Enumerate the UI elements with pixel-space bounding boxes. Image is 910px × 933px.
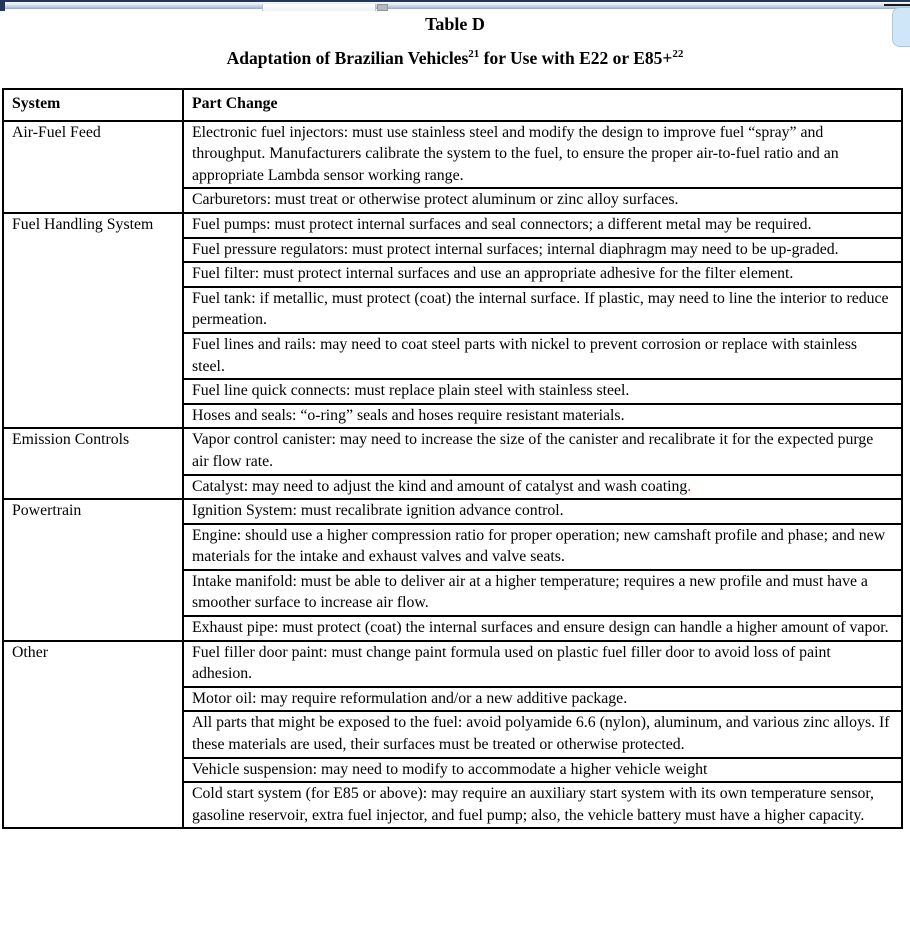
system-cell: Emission Controls [3, 428, 183, 499]
vertical-scrollbar-thumb[interactable] [892, 7, 910, 47]
part-change-cell: Fuel lines and rails: may need to coat steel parts with nickel to prevent corrosion or replace with stainless steel. [183, 333, 902, 379]
chrome-dark-line [884, 4, 910, 6]
part-change-cell: Fuel filter: must protect internal surfaces and use an appropriate adhesive for the filter element. [183, 262, 902, 287]
part-change-cell: Motor oil: may require reformulation and/or a new additive package. [183, 687, 902, 712]
part-change-cell: Vapor control canister: may need to increase the size of the canister and recalibrate it for the expected purge air flow rate. [183, 428, 902, 474]
part-change-cell: Fuel filler door paint: must change paint formula used on plastic fuel filler door to avoid loss of paint adhesion. [183, 641, 902, 687]
part-change-cell: Fuel pressure regulators: must protect internal surfaces; internal diaphragm may need to be up-graded. [183, 238, 902, 263]
footnote-ref-22: 22 [672, 48, 684, 61]
table-row [3, 641, 902, 687]
window-top-chrome [0, 0, 910, 9]
table-row [3, 428, 902, 474]
part-change-cell: Cold start system (for E85 or above): may require an auxiliary start system with its own temperature sensor, gasoline reservoir, extra fuel injector, and fuel pump; also, the vehicle battery must have a higher capacity. [183, 782, 902, 828]
table-caption [0, 48, 910, 69]
part-change-cell: Catalyst: may need to adjust the kind and amount of catalyst and wash coating. [183, 475, 902, 500]
footnote-ref-21: 21 [468, 48, 480, 61]
document-page [0, 14, 910, 824]
part-change-cell: Carburetors: must treat or otherwise protect aluminum or zinc alloy surfaces. [183, 188, 902, 213]
part-change-cell: Vehicle suspension: may need to modify to accommodate a higher vehicle weight [183, 758, 902, 783]
part-change-cell: Intake manifold: must be able to deliver air at a higher temperature; requires a new profile and must have a smoother surface to increase air flow. [183, 570, 902, 616]
table-label: Table D [425, 14, 485, 34]
system-cell: Air-Fuel Feed [3, 121, 183, 213]
table-header-row [3, 89, 902, 121]
part-change-cell: Ignition System: must recalibrate ignition advance control. [183, 499, 902, 524]
chrome-left-corner [0, 2, 5, 11]
table-row [3, 121, 902, 189]
part-change-cell: Fuel line quick connects: must replace plain steel with stainless steel. [183, 379, 902, 404]
chrome-toolbar-button [377, 4, 388, 11]
part-change-cell: All parts that might be exposed to the fuel: avoid polyamide 6.6 (nylon), aluminum, and various zinc alloys. If these materials are used, their surfaces must be treated or otherwise protected. [183, 711, 902, 757]
part-change-cell: Fuel tank: if metallic, must protect (coat) the internal surface. If plastic, may need to line the interior to reduce permeation. [183, 287, 902, 333]
system-cell: Other [3, 641, 183, 829]
system-cell: Fuel Handling System [3, 213, 183, 428]
adaptation-table [2, 88, 903, 829]
part-change-cell: Exhaust pipe: must protect (coat) the internal surfaces and ensure design can handle a higher amount of vapor. [183, 616, 902, 641]
col-header-system: System [3, 89, 183, 121]
system-cell: Powertrain [3, 499, 183, 641]
caption-text-1: Adaptation of Brazilian Vehicles [226, 48, 469, 68]
caption-text-2: for Use with E22 or E85+ [479, 48, 673, 68]
part-change-cell: Electronic fuel injectors: must use stainless steel and modify the design to improve fuel “spray” and throughput. Manufacturers calibrate the system to the fuel, to ensure the proper air-to-fuel ratio and an appropriate Lambda sensor working range. [183, 121, 902, 189]
part-change-cell: Fuel pumps: must protect internal surfaces and seal connectors; a different metal may be required. [183, 213, 902, 238]
part-change-cell: Hoses and seals: “o-ring” seals and hoses require resistant materials. [183, 404, 902, 429]
table-row [3, 213, 902, 238]
red-period: . [687, 477, 692, 495]
chrome-toolbar-field [262, 4, 376, 11]
col-header-part-change: Part Change [183, 89, 902, 121]
table-row [3, 499, 902, 524]
part-change-cell: Engine: should use a higher compression ratio for proper operation; new camshaft profile and phase; and new materials for the intake and exhaust valves and valve seats. [183, 524, 902, 570]
